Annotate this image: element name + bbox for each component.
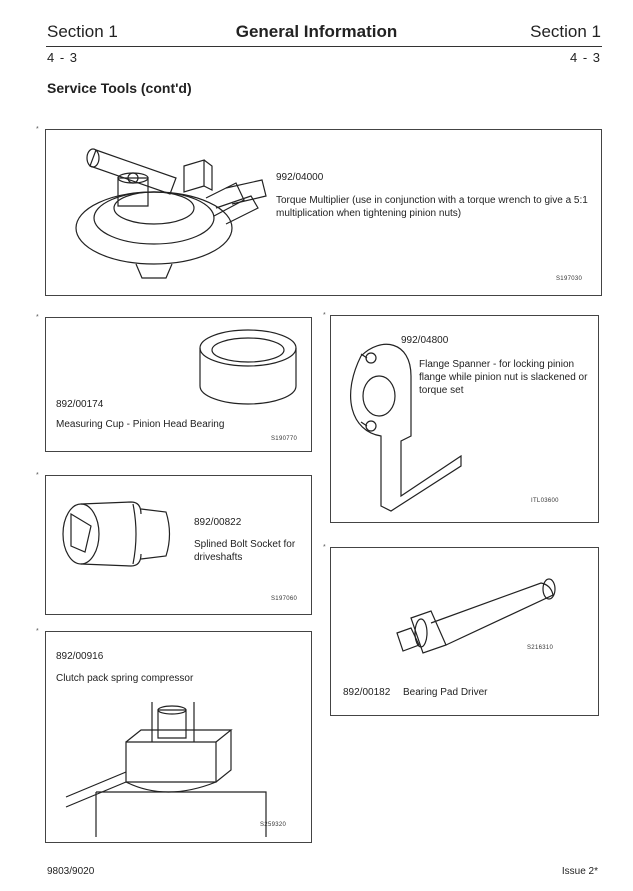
change-mark: * [36,472,39,479]
tool-description: Flange Spanner - for locking pinion flange while pinion nut is slackened or torque set [419,359,588,396]
splined-bolt-socket-illustration [61,494,181,574]
tool-card-splined-bolt-socket [45,475,312,615]
tool-card-measuring-cup [45,317,312,452]
change-mark: * [36,314,39,321]
tool-card-bearing-pad-driver [330,547,599,716]
page-number-right: 4 - 3 [569,50,601,65]
tool-part-number: 892/00822 [194,517,242,528]
tool-card-torque-multiplier [45,129,602,296]
tool-description: Splined Bolt Socket for driveshafts [194,539,296,563]
document-number: 9803/9020 [47,866,95,877]
clutch-spring-compressor-illustration [66,702,266,837]
tool-part-number: 992/04000 [276,172,324,183]
change-mark: * [36,126,39,133]
figure-code: S259320 [260,822,287,828]
figure-code: ITL03600 [531,498,559,504]
section-subtitle: Service Tools (cont'd) [47,80,192,96]
torque-multiplier-illustration [66,138,266,288]
tool-description: Bearing Pad Driver [403,687,488,698]
section-label-right: Section 1 [530,22,601,41]
tool-part-number: 892/00174 [56,399,104,410]
header-rule [46,46,602,47]
change-mark: * [323,544,326,551]
figure-code: S190770 [271,436,298,442]
tool-description: Torque Multiplier (use in conjunction with a torque wrench to give a 5:1 multiplication when tightening pinion nuts) [276,195,588,219]
tool-card-flange-spanner [330,315,599,523]
page-title: General Information [235,22,398,41]
tool-description: Clutch pack spring compressor [56,673,194,684]
tool-part-number: 992/04800 [401,335,449,346]
tool-card-clutch-pack-spring-compressor [45,631,312,843]
section-label-left: Section 1 [47,22,118,41]
tool-description: Measuring Cup - Pinion Head Bearing [56,419,225,430]
figure-code: S216310 [527,645,554,651]
change-mark: * [323,312,326,319]
figure-code: S197030 [556,276,583,282]
figure-code: S197060 [271,596,298,602]
page-number-left: 4 - 3 [47,50,79,65]
change-mark: * [36,628,39,635]
tool-part-number: 892/00182 [343,687,391,698]
issue-number: Issue 2* [561,866,598,877]
measuring-cup-illustration [196,326,301,416]
tool-part-number: 892/00916 [56,651,104,662]
